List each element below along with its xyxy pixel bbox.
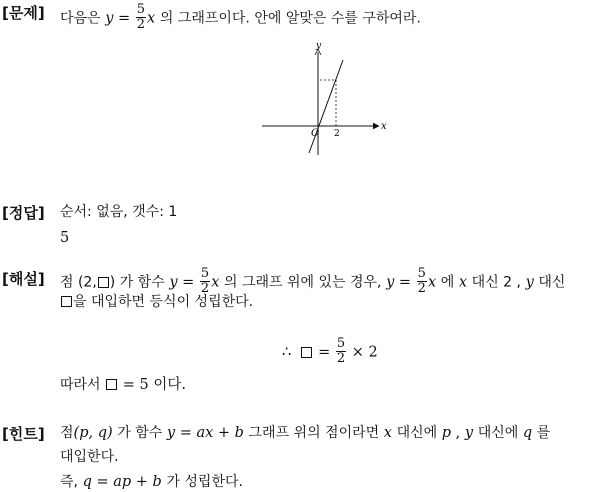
expl-text-e: 대신 2 ,: [471, 274, 521, 291]
equals-sign: =: [318, 344, 331, 361]
fraction-denominator: 2: [136, 17, 146, 32]
hint-text-g: 를: [536, 425, 551, 441]
hint-var-x: x: [383, 425, 392, 441]
hint-var-y: y: [464, 425, 474, 441]
expl-var-x-3: x: [458, 274, 468, 291]
hint-point: (p, q): [73, 425, 113, 441]
explanation-tag: [해설]: [2, 270, 45, 288]
expl-text-f: 대신: [538, 274, 566, 291]
expl-var-x: x: [211, 274, 220, 291]
hint-text-d: 대신에: [396, 425, 438, 441]
hint-var-q: q: [522, 425, 533, 441]
fraction-denominator: 2: [417, 281, 426, 296]
fraction-numerator: 5: [336, 336, 346, 351]
y-axis-label: y: [316, 41, 322, 51]
equation-fraction: [336, 337, 346, 366]
fraction-denominator: 2: [336, 351, 346, 366]
expl-var-y: y: [525, 274, 534, 291]
hint-text-c: 그래프 위의 점이라면: [248, 425, 380, 441]
problem-statement: [60, 4, 421, 33]
blank-box: [301, 347, 312, 358]
answer-value: 5: [60, 230, 70, 246]
problem-tag: [문제]: [2, 4, 45, 22]
hint-text-a: 점: [60, 425, 74, 441]
problem-text-prefix: 다음은: [60, 10, 101, 27]
fraction-denominator: 2: [200, 281, 210, 296]
answer-tag: [정답]: [2, 204, 45, 222]
x-axis-label: x: [381, 121, 387, 132]
expl-var-x-2: x: [427, 274, 437, 291]
tick-label-2: 2: [334, 129, 340, 139]
hint-line-2: 대입한다.: [60, 449, 119, 465]
hint-var-p: p: [441, 425, 452, 441]
hint-text-l3b: 가 성립한다.: [166, 474, 243, 490]
blank-box: [98, 277, 109, 288]
line-graph: [255, 40, 395, 158]
expl-eq-lhs: y =: [169, 274, 195, 291]
hint-equation: y = ax + b: [166, 425, 244, 441]
hint-tag: [힌트]: [2, 425, 45, 443]
fraction-numerator: 5: [136, 2, 146, 17]
problem-var-x: x: [147, 10, 156, 27]
hint-comma: ,: [455, 425, 461, 441]
blank-box: [61, 296, 72, 307]
fraction-numerator: 5: [200, 266, 210, 281]
fraction-numerator: 5: [417, 266, 426, 281]
explanation-conclusion: [60, 375, 186, 395]
problem-text-suffix: 의 그래프이다. 안에 알맞은 수를 구하여라.: [159, 10, 421, 27]
expl-eq2-lhs: y =: [386, 274, 412, 291]
hint-text-l3a: 즉,: [60, 474, 78, 490]
x-axis-arrow: [373, 123, 379, 129]
blank-box: [106, 379, 117, 390]
origin-label: O: [311, 128, 320, 139]
answer-order-count: 순서: 없음, 갯수: 1: [60, 204, 178, 220]
expl-line2-text: 을 대입하면 등식이 성립한다.: [73, 294, 254, 310]
conclusion-text-a: 따라서: [60, 377, 101, 393]
expl-fraction-2: [417, 267, 427, 296]
problem-fraction: [136, 3, 146, 32]
hint-text-f: 대신에: [477, 425, 519, 441]
therefore-symbol: ∴: [282, 344, 292, 361]
problem-eq-lhs: y =: [105, 10, 131, 27]
hint-equation-2: q = ap + b: [82, 474, 162, 490]
explanation-equation: [282, 338, 378, 367]
expl-text-b: ) 가 함수: [109, 274, 165, 291]
hint-line-1: [60, 423, 550, 443]
times-two: × 2: [351, 344, 378, 361]
hint-text-b: 가 함수: [117, 425, 163, 441]
conclusion-text-b: = 5 이다.: [122, 377, 187, 393]
hint-line-3: [60, 472, 243, 492]
expl-text-d: 에: [440, 274, 455, 291]
graph-line: [309, 60, 343, 153]
expl-text-c: 의 그래프 위에 있는 경우,: [223, 274, 382, 291]
explanation-line-2: [60, 292, 253, 312]
expl-text-a: 점 (2,: [60, 274, 97, 291]
